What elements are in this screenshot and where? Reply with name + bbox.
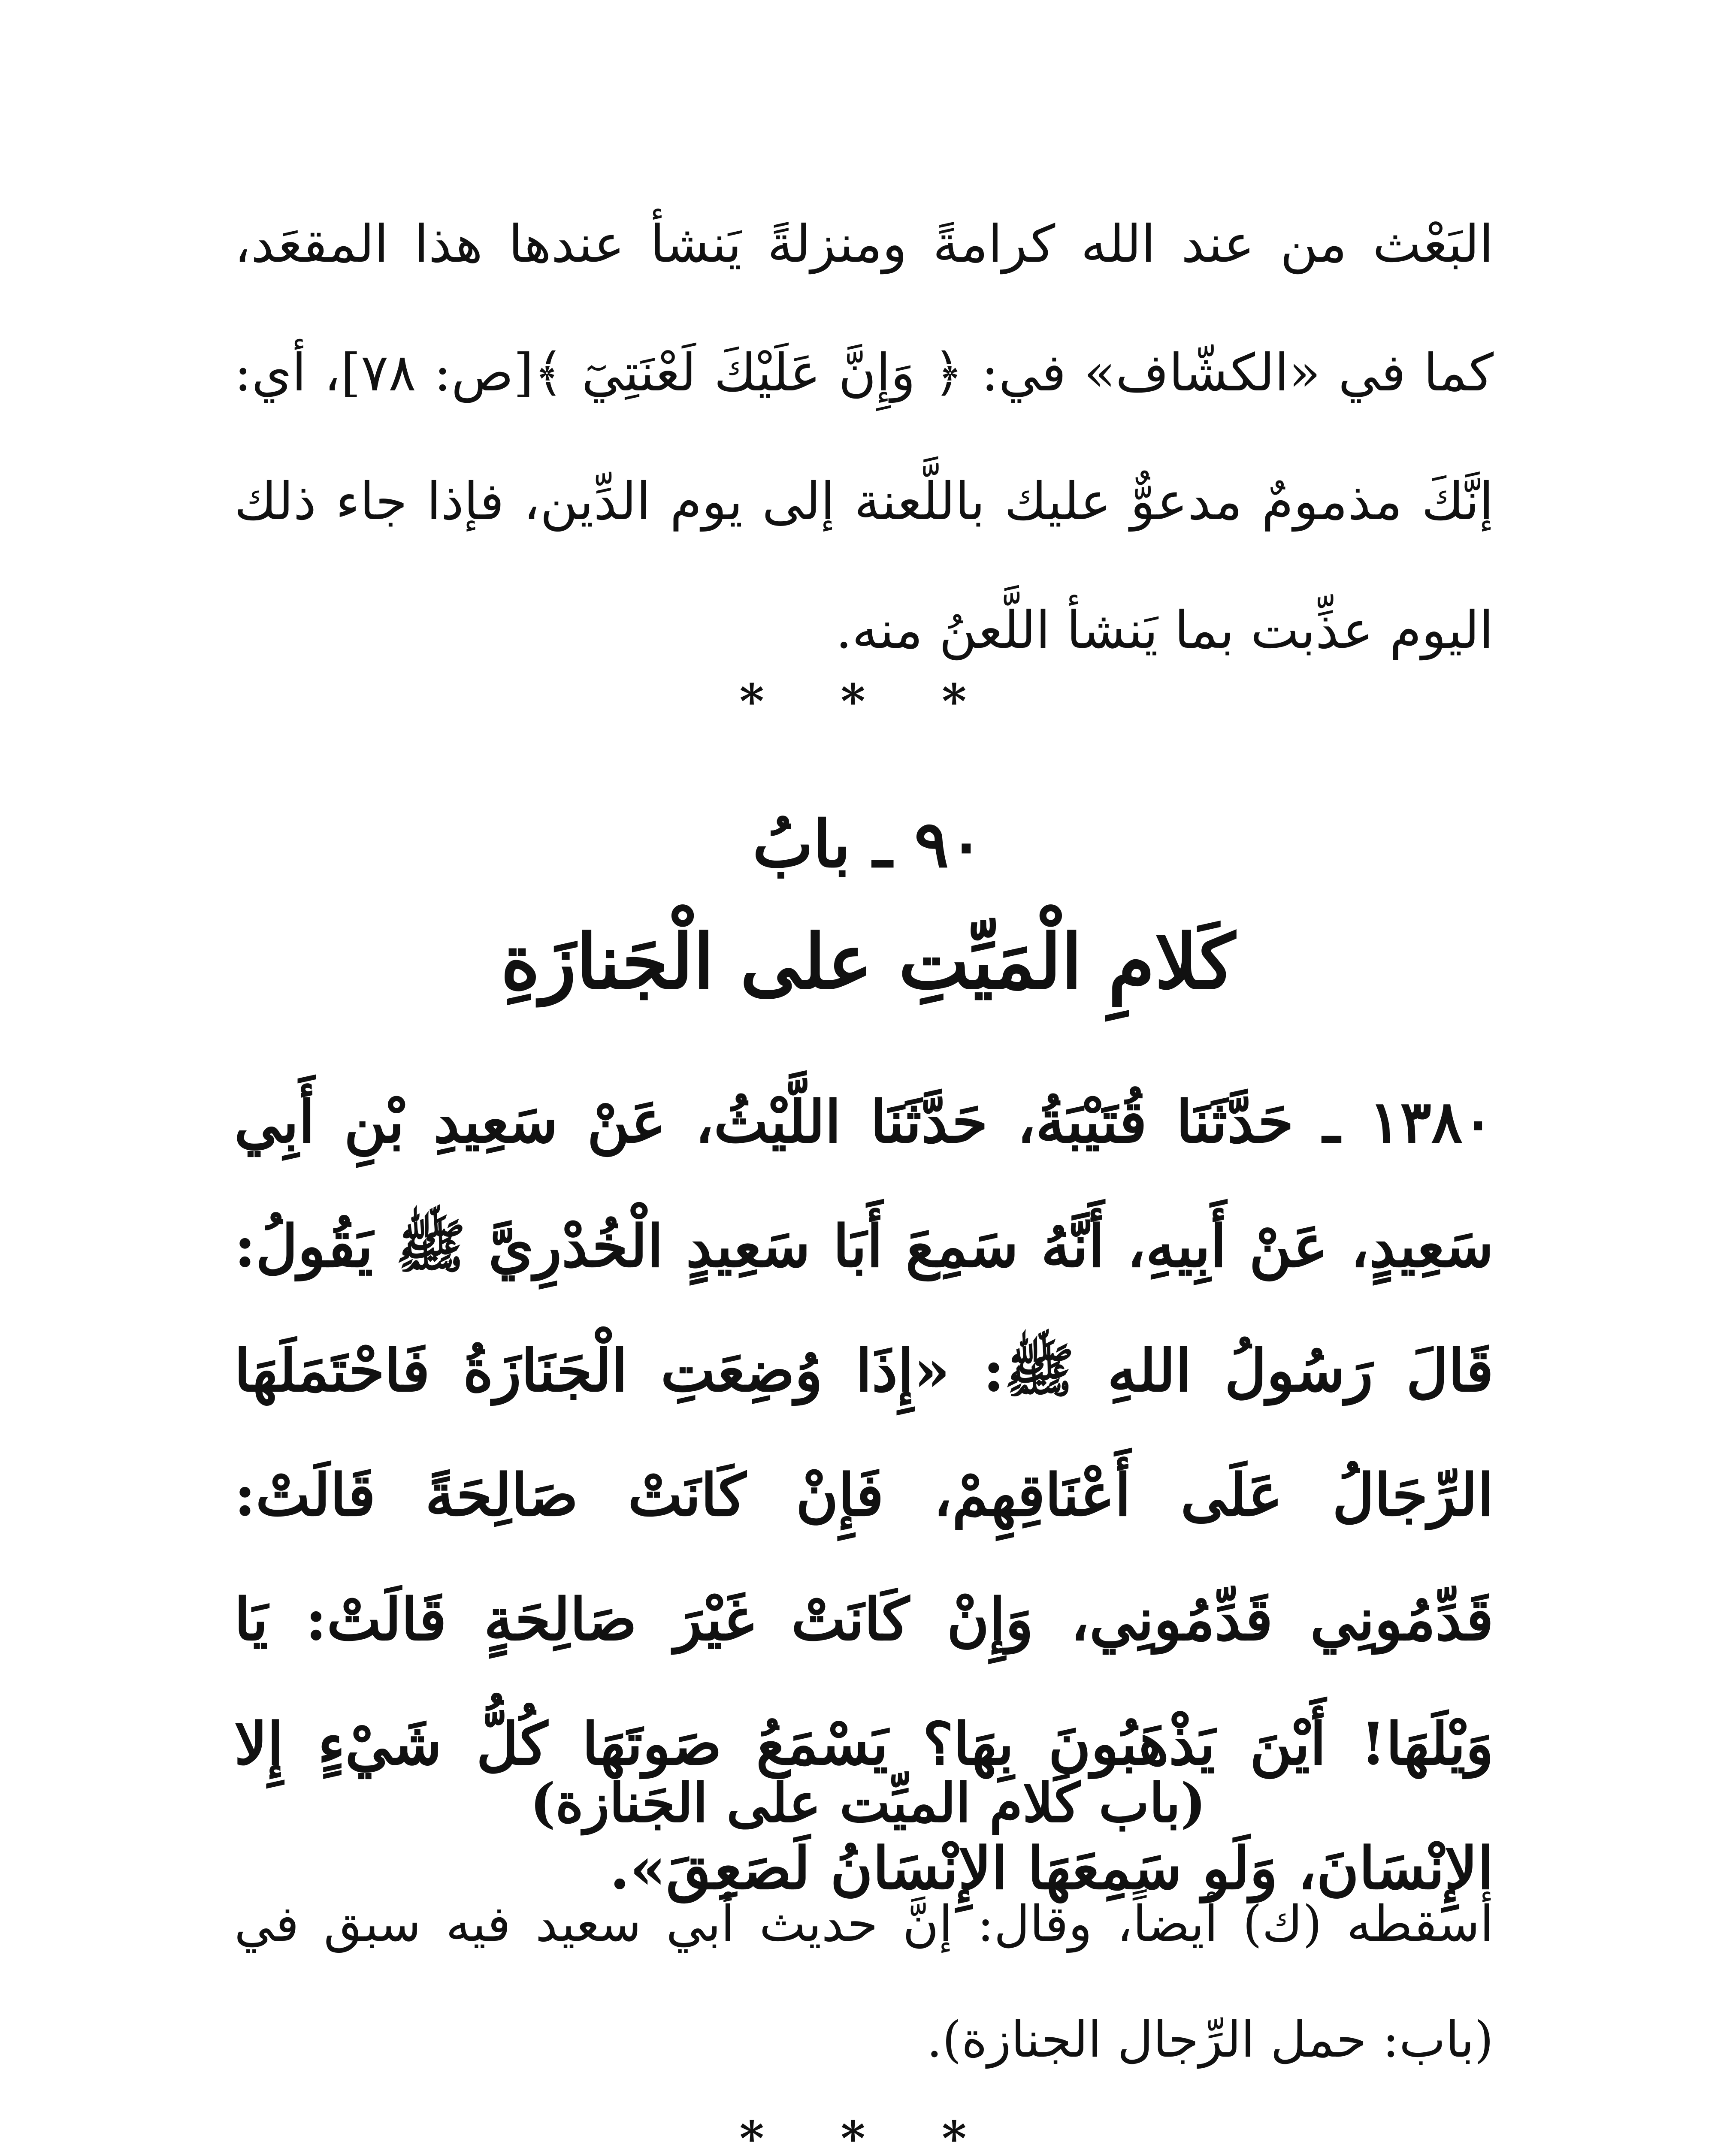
chapter-title: كَلامِ الْمَيِّتِ على الْجَنازَةِ (500, 918, 1236, 1006)
chapter-number: ٩٠ ـ بابُ (752, 807, 984, 882)
commentary-paragraph (234, 180, 1494, 695)
hadith-text: ١٣٨٠ ـ حَدَّثَنَا قُتَيْبَةُ، حَدَّثَنَا اللَّيْثُ، عَنْ سَعِيدِ بْنِ أَبِي سَعِيدٍ، عَنْ أَبِيهِ، أَنَّهُ سَمِعَ أَبَا سَعِيدٍ الْخُدْرِيَّ ﷺ يَقُولُ: قَالَ رَسُولُ اللهِ ﷺ: «إِذَا وُضِعَتِ الْجَنَازَةُ فَاحْتَمَلَهَا الرِّجَالُ عَلَى أَعْنَاقِهِمْ، فَإِنْ كَانَتْ صَالِحَةً قَالَتْ: قَدِّمُونِي قَدِّمُونِي، وَإِنْ كَانَتْ غَيْرَ صَالِحَةٍ قَالَتْ: يَا وَيْلَهَا! أَيْنَ يَذْهَبُونَ بِهَا؟ يَسْمَعُ صَوتَهَا كُلُّ شَيْءٍ إِلا الإِنْسَانَ، وَلَو سَمِعَهَا الإِنْسَانُ لَصَعِقَ». (234, 1088, 1494, 1902)
note-text: أسقطه (ك) أيضاً، وقال: إنَّ حديث أبي سعيد فيه سبق في (باب: حمل الرِّجال الجنازة). (234, 1895, 1494, 2069)
note-paragraph (234, 1866, 1494, 2098)
section-separator-bottom: * * * (739, 2111, 997, 2145)
commentary-text: البَعْث من عند الله كرامةً ومنزلةً يَنشأ عندها هذا المقعَد، كما في «الكشّاف» في: ﴿ وَإِنَّ عَلَيْكَ لَعْنَتِيٓ ﴾[ص: ٧٨]، أي: إنَّكَ مذمومٌ مدعوٌّ عليك باللَّعنة إلى يوم الدِّين، فإذا جاء ذلك اليوم عذِّبت بما يَنشأ اللَّعنُ منه. (234, 214, 1494, 660)
note-heading: (باب كَلام الميِّت على الجَنازة) (530, 1772, 1206, 1834)
section-separator: * * * (739, 674, 997, 729)
